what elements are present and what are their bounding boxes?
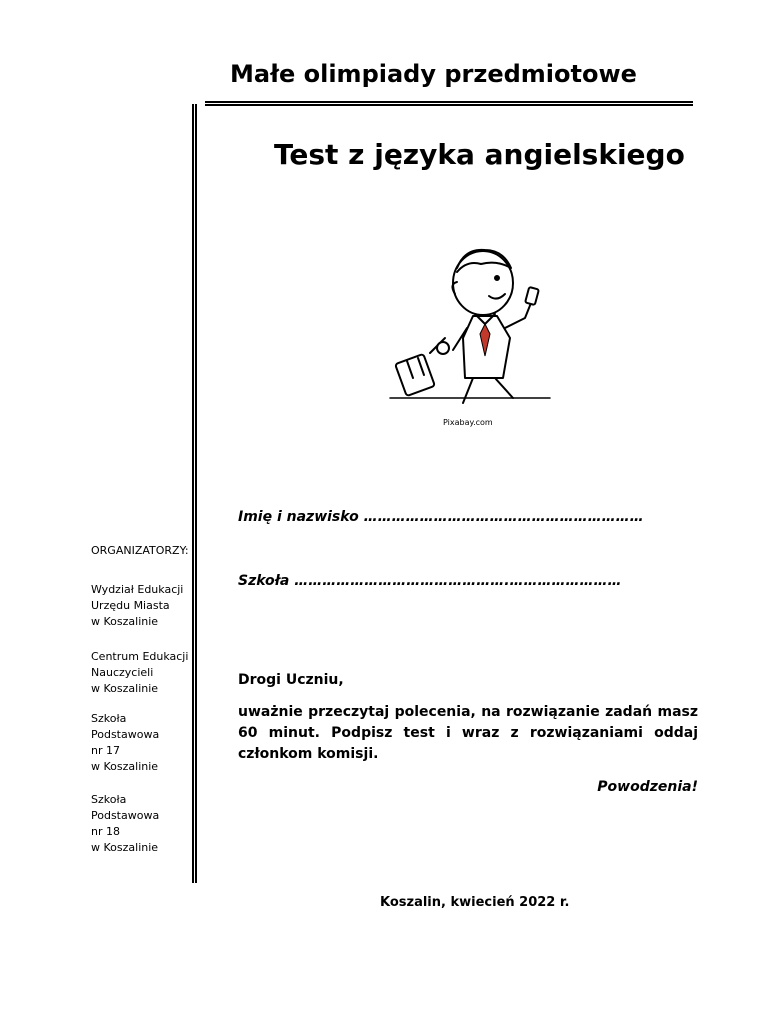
name-field[interactable]: Imię i nazwisko …………………………………………………… [238, 509, 644, 525]
organizer-line: Urzędu Miasta [91, 599, 170, 612]
school-field[interactable]: Szkoła ……………………………………….…………………… [238, 573, 622, 589]
organizer-line: nr 18 [91, 825, 120, 838]
organizer-line: w Koszalinie [91, 615, 159, 628]
organizer-item [91, 711, 201, 775]
organizer-line: Szkoła [91, 712, 127, 725]
organizer-line: Szkoła [91, 793, 127, 806]
footer-place-date: Koszalin, kwiecień 2022 r. [380, 895, 570, 910]
organizer-item [91, 649, 201, 697]
organizer-line: w Koszalinie [91, 682, 159, 695]
traveler-with-suitcase-illustration [385, 238, 555, 408]
letter-instructions: uważnie przeczytaj polecenia, na rozwiązanie zadań masz 60 minut. Podpisz test i wraz z rozwiązaniami oddaj członkom komisji. [238, 704, 698, 762]
organizer-line: Centrum Edukacji [91, 650, 189, 663]
header-title: Małe olimpiady przedmiotowe [230, 60, 637, 88]
organizer-line: Nauczycieli [91, 666, 154, 679]
test-title: Test z języka angielskiego [274, 138, 685, 171]
letter-closing: Powodzenia! [597, 779, 698, 795]
organizer-line: Podstawowa [91, 809, 160, 822]
organizer-line: w Koszalinie [91, 841, 159, 854]
organizer-item [91, 582, 201, 630]
header-double-rule [205, 101, 693, 106]
organizer-line: Wydział Edukacji [91, 583, 184, 596]
letter-greeting: Drogi Uczniu, [238, 672, 344, 688]
organizer-line: Podstawowa [91, 728, 160, 741]
organizer-item [91, 792, 201, 856]
organizer-line: nr 17 [91, 744, 120, 757]
organizers-heading: ORGANIZATORZY: [91, 544, 189, 557]
image-credit: Pixabay.com [443, 418, 493, 427]
organizer-line: w Koszalinie [91, 760, 159, 773]
